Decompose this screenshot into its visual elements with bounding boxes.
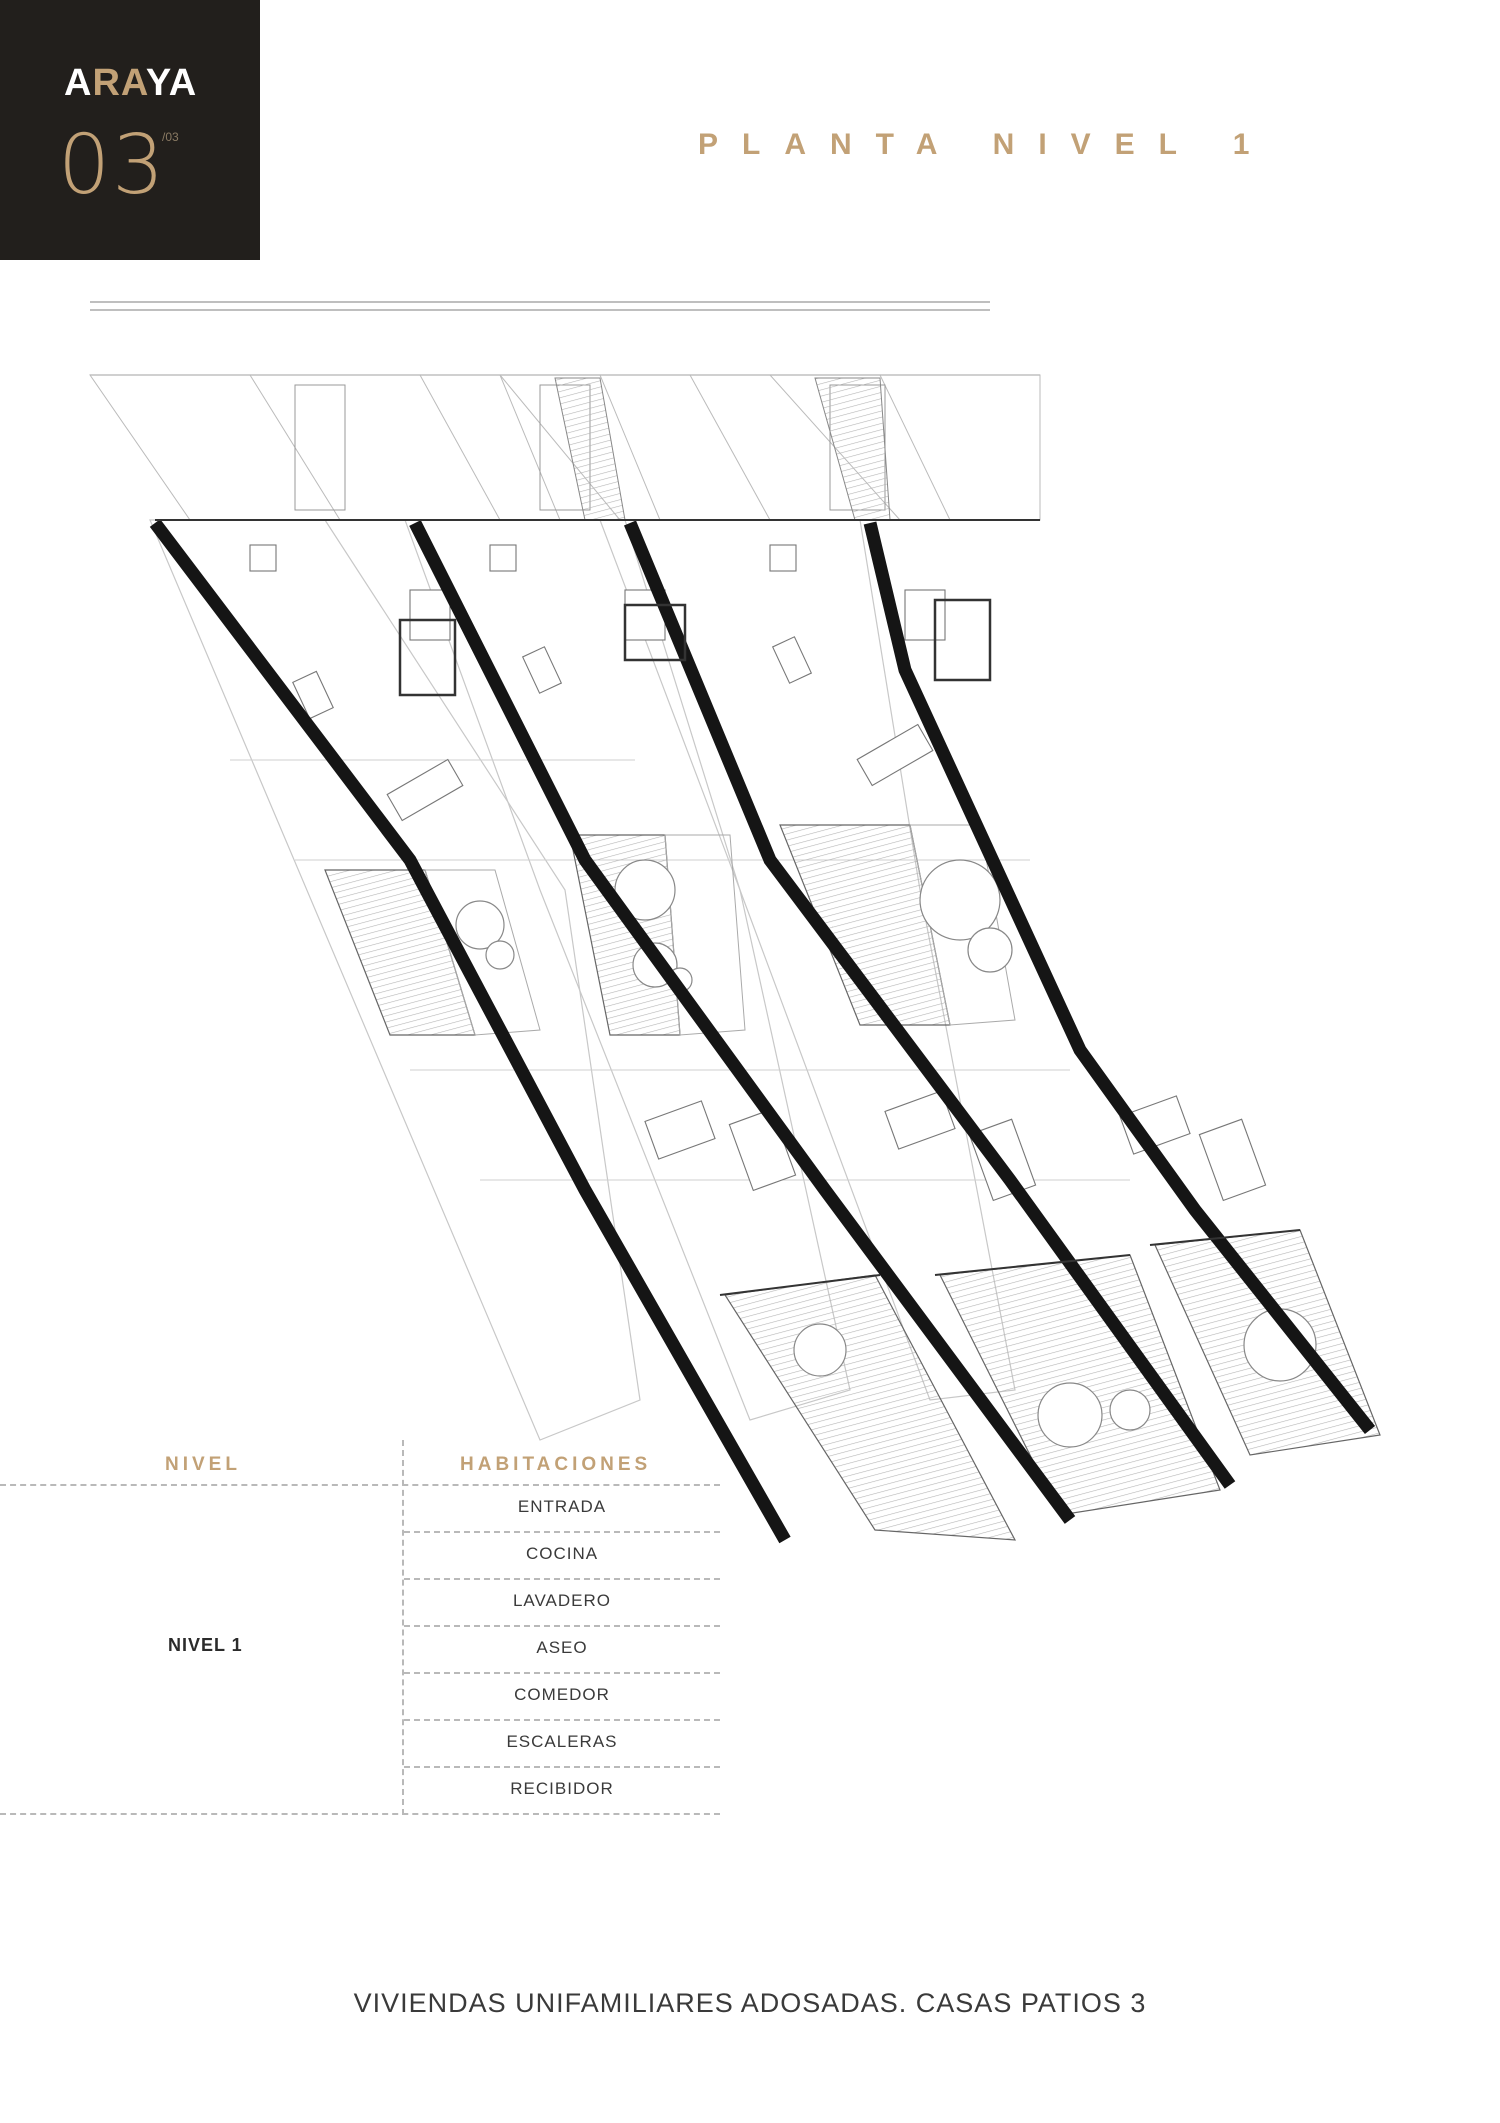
legend-rule <box>404 1719 720 1721</box>
legend-rule <box>404 1578 720 1580</box>
legend-rule <box>404 1531 720 1533</box>
brand-header <box>0 0 260 260</box>
legend-rule <box>404 1766 720 1768</box>
legend-rule <box>0 1813 720 1815</box>
street-lines <box>90 302 1040 375</box>
legend-header-level: NIVEL <box>165 1454 241 1475</box>
legend-room: RECIBIDOR <box>510 1779 614 1798</box>
party-walls <box>155 523 1370 1540</box>
legend-room: ESCALERAS <box>506 1732 618 1751</box>
entrance-planters <box>555 378 890 520</box>
legend-rule <box>404 1672 720 1674</box>
page-number: 03 <box>58 118 167 213</box>
page-title: PLANTA NIVEL 1 <box>698 128 1274 161</box>
brand-logo: ARAYA <box>64 62 198 104</box>
floor-plan <box>80 290 1440 1550</box>
page-total: /03 <box>162 130 179 144</box>
legend-header-rooms: HABITACIONES <box>460 1454 652 1475</box>
legend-room: COCINA <box>525 1544 599 1563</box>
legend-room: ENTRADA <box>517 1497 607 1516</box>
legend-room: COMEDOR <box>514 1685 610 1704</box>
footer-caption: VIVIENDAS UNIFAMILIARES ADOSADAS. CASAS PATIOS 3 <box>353 1988 1147 2018</box>
legend-rule <box>404 1625 720 1627</box>
room-legend-table <box>0 1440 720 1820</box>
legend-rule <box>0 1484 720 1486</box>
legend-level-value: NIVEL 1 <box>168 1635 243 1655</box>
legend-room: LAVADERO <box>512 1591 612 1610</box>
legend-room: ASEO <box>536 1638 588 1657</box>
